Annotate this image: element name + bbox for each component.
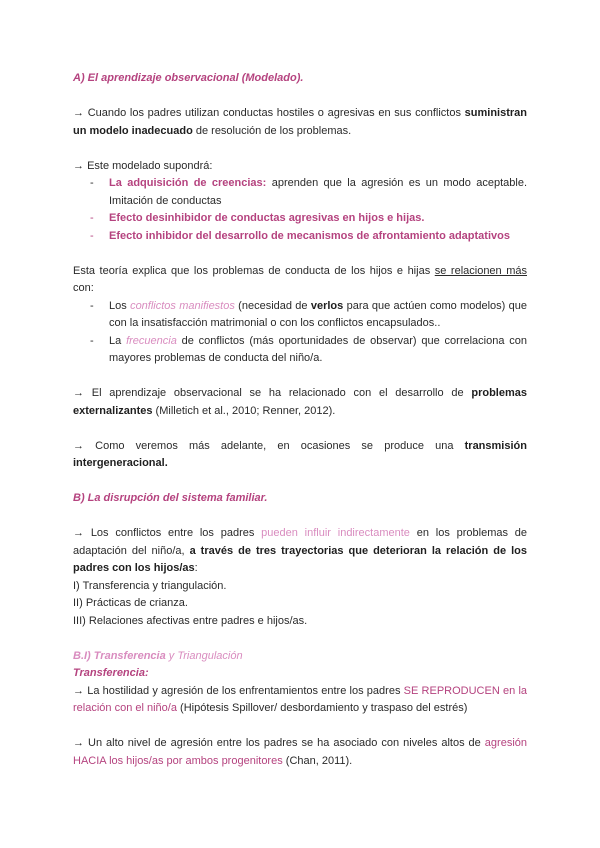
- list-item: [73, 175, 527, 210]
- text: La: [109, 334, 122, 347]
- text: de conflictos (más oportunidades de observar) que correlaciona con: [181, 334, 527, 347]
- text: Imitación de conductas: [109, 194, 222, 207]
- arrow-icon: →: [73, 159, 84, 172]
- section-a-title: A) El aprendizaje observacional (Modelado).: [73, 72, 304, 84]
- paragraph: [73, 158, 527, 176]
- arrow-icon: →: [73, 387, 84, 399]
- arrow-icon: →: [73, 439, 84, 452]
- text: La hostilidad y agresión de los enfrentamientos entre los padres: [87, 684, 401, 697]
- highlight-text: conflictos manifiestos: [130, 299, 235, 312]
- paragraph: [73, 385, 527, 420]
- list-item: [73, 210, 527, 228]
- text: adaptación del niño/a,: [73, 544, 185, 557]
- list-item: II) Prácticas de crianza.: [73, 597, 188, 609]
- highlight-text: Efecto inhibidor del desarrollo de mecanismos de afrontamiento adaptativos: [109, 229, 510, 242]
- bold-text: intergeneracional.: [73, 457, 168, 469]
- text: (Milletich et al., 2010; Renner, 2012).: [155, 404, 336, 417]
- text: B.I) Transferencia: [73, 649, 166, 662]
- text: Los conflictos entre los padres: [90, 527, 255, 539]
- text: Este modelado supondrá:: [87, 159, 213, 172]
- paragraph: [73, 735, 527, 770]
- highlight-text: HACIA los hijos/as por ambos progenitores: [73, 754, 283, 767]
- arrow-icon: →: [73, 737, 84, 749]
- text: aprenden que la agresión es un modo aceptable.: [271, 177, 528, 189]
- bold-text: a través de tres trayectorias que deterioran la relación de los: [189, 544, 527, 557]
- arrow-icon: →: [73, 684, 84, 697]
- text: con:: [73, 282, 94, 294]
- highlight-text: agresión: [484, 737, 527, 749]
- list-item: III) Relaciones afectivas entre padres e hijos/as.: [73, 614, 308, 627]
- highlight-text: La adquisición de creencias:: [109, 177, 267, 189]
- bold-text: problemas: [471, 387, 527, 399]
- text: :: [194, 562, 198, 574]
- arrow-icon: →: [73, 107, 84, 119]
- list: [73, 298, 527, 368]
- text: Cuando los padres utilizan conductas hostiles o agresivas en sus conflictos: [87, 107, 461, 119]
- list-item: [73, 333, 527, 368]
- text: Esta teoría explica que los problemas de conducta de los hijos e hijas: [73, 264, 431, 277]
- paragraph: [73, 683, 527, 718]
- list: [73, 175, 527, 245]
- highlight-text: frecuencia: [126, 334, 177, 347]
- text: en los problemas de: [416, 527, 528, 539]
- list-item: [73, 298, 527, 333]
- paragraph: [73, 263, 527, 298]
- bold-text: padres con los hijos/as: [73, 562, 195, 574]
- subsection-label: Transferencia:: [73, 667, 149, 679]
- bold-text: verlos: [310, 299, 344, 312]
- list-item: [73, 228, 527, 246]
- section-b-title: B) La disrupción del sistema familiar.: [73, 492, 268, 504]
- highlight-text: pueden influir indirectamente: [261, 527, 410, 539]
- text: que con la insatisfacción matrimonial o con los conflictos encapsulados..: [109, 299, 528, 329]
- bullet-dash: -: [90, 334, 94, 347]
- text: para que actúen como modelos): [346, 299, 506, 312]
- text: (necesidad de: [238, 299, 308, 312]
- text: El aprendizaje observacional se ha relacionado con el desarrollo de: [91, 387, 464, 399]
- bullet-dash: -: [90, 177, 94, 189]
- text: Los: [109, 299, 127, 312]
- text: (Hipótesis Spillover/ desbordamiento y traspaso del estrés): [180, 702, 468, 714]
- text: (Chan, 2011).: [285, 754, 353, 767]
- text: de resolución de los problemas.: [195, 124, 352, 137]
- highlight-text: SE REPRODUCEN en: [403, 684, 516, 697]
- list-item: I) Transferencia y triangulación.: [73, 579, 227, 592]
- arrow-icon: →: [73, 527, 84, 539]
- bold-text: suministran: [464, 107, 528, 119]
- text: Como veremos más adelante, en ocasiones se produce una: [95, 439, 454, 452]
- paragraph: [73, 105, 527, 140]
- text: Un alto nivel de agresión entre los padres se ha asociado con niveles altos de: [88, 737, 481, 749]
- paragraph: [73, 525, 527, 578]
- bold-text: externalizantes: [73, 404, 153, 417]
- bold-text: transmisión: [464, 439, 527, 452]
- paragraph: [73, 438, 527, 473]
- underlined-text: se relacionen más: [434, 264, 527, 277]
- subsection-title: [73, 648, 527, 666]
- text: mayores problemas de conducta del niño/a.: [109, 352, 323, 364]
- bullet-dash: -: [90, 229, 94, 242]
- bullet-dash: -: [90, 212, 94, 224]
- bold-text: un modelo inadecuado: [73, 124, 193, 137]
- highlight-text: la relación con el niño/a: [73, 684, 528, 714]
- highlight-text: Efecto desinhibidor de conductas agresivas en hijos e hijas.: [109, 212, 425, 224]
- bullet-dash: -: [90, 299, 94, 312]
- text: y Triangulación: [168, 649, 243, 662]
